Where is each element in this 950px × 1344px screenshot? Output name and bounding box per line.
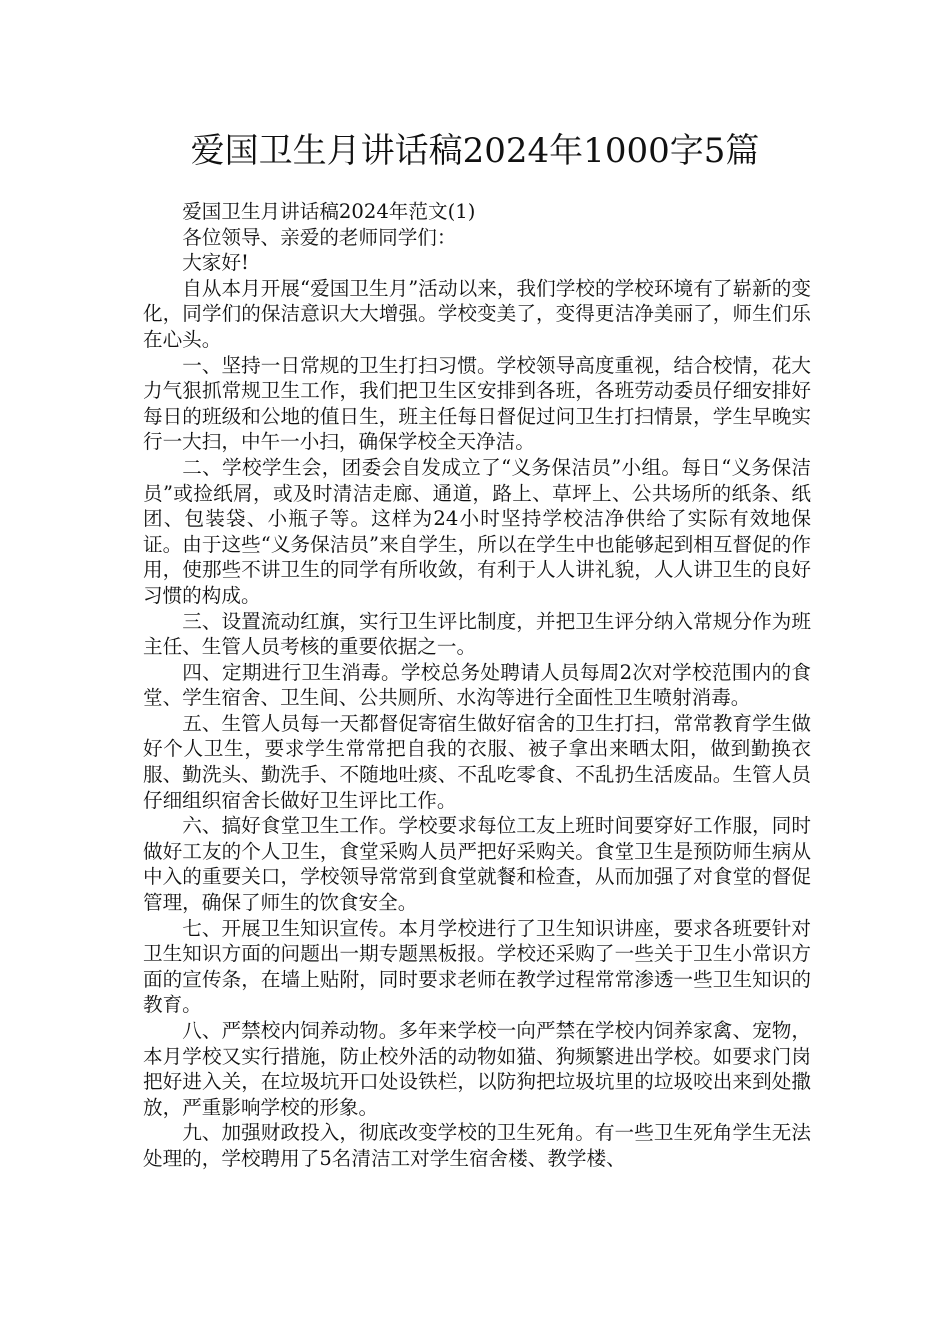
paragraph-point-4: 四、定期进行卫生消毒。学校总务处聘请人员每周2次对学校范围内的食堂、学生宿舍、卫生间、公共厕所、水沟等进行全面性卫生喷射消毒。 [143,660,811,710]
paragraph-intro: 自从本月开展“爱国卫生月”活动以来，我们学校的学校环境有了崭新的变化，同学们的保洁意识大大增强。学校变美了，变得更洁净美丽了，师生们乐在心头。 [143,276,811,351]
paragraph-point-5: 五、生管人员每一天都督促寄宿生做好宿舍的卫生打扫，常常教育学生做好个人卫生，要求学生常常把自我的衣服、被子拿出来晒太阳，做到勤换衣服、勤洗头、勤洗手、不随地吐痰、不乱吃零食、不乱扔生活废品。生管人员仔细组织宿舍长做好卫生评比工作。 [143,711,811,812]
paragraph-point-6: 六、搞好食堂卫生工作。学校要求每位工友上班时间要穿好工作服，同时做好工友的个人卫生，食堂采购人员严把好采购关。食堂卫生是预防师生病从中入的重要关口，学校领导常常到食堂就餐和检查，从而加强了对食堂的督促管理，确保了师生的饮食安全。 [143,814,811,915]
paragraph-point-9: 九、加强财政投入，彻底改变学校的卫生死角。有一些卫生死角学生无法处理的，学校聘用了5名清洁工对学生宿舍楼、教学楼、 [143,1121,811,1170]
paragraph-greeting: 大家好! [182,251,249,275]
paragraph-point-2: 二、学校学生会，团委会自发成立了“义务保洁员”小组。每日“义务保洁员”或捡纸屑，或及时清洁走廊、通道，路上、草坪上、公共场所的纸条、纸团、包装袋、小瓶子等。这样为24小时坚持学校洁净供给了实际有效地保证。由于这些“义务保洁员”来自学生，所以在学生中也能够起到相互督促的作用，使那些不讲卫生的同学有所收敛，有利于人人讲礼貌，人人讲卫生的良好习惯的构成。 [143,455,811,607]
paragraph-point-3: 三、设置流动红旗，实行卫生评比制度，并把卫生评分纳入常规分作为班主任、生管人员考核的重要依据之一。 [143,609,811,659]
paragraph-salutation: 各位领导、亲爱的老师同学们： [182,225,457,249]
paragraph-point-7: 七、开展卫生知识宣传。本月学校进行了卫生知识讲座，要求各班要针对卫生知识方面的问题出一期专题黑板报。学校还采购了一些关于卫生小常识方面的宣传条，在墙上贴附，同时要求老师在教学过程常常渗透一些卫生知识的教育。 [143,916,811,1017]
document-title: 爱国卫生月讲话稿2024年1000字5篇 [190,131,760,171]
document-body [143,199,811,1172]
paragraph-subtitle: 爱国卫生月讲话稿2024年范文(1) [182,200,476,223]
paragraph-point-1: 一、坚持一日常规的卫生打扫习惯。学校领导高度重视，结合校情，花大力气狠抓常规卫生工作，我们把卫生区安排到各班，各班劳动委员仔细安排好每日的班级和公地的值日生，班主任每日督促过问卫生打扫情景，学生早晚实行一大扫，中午一小扫，确保学校全天净洁。 [143,353,811,454]
paragraph-point-8: 八、严禁校内饲养动物。多年来学校一向严禁在学校内饲养家禽、宠物，本月学校又实行措施，防止校外活的动物如猫、狗频繁进出学校。如要求门岗把好进入关，在垃圾坑开口处设铁栏，以防狗把垃圾坑里的垃圾咬出来到处撒放，严重影响学校的形象。 [143,1019,811,1119]
